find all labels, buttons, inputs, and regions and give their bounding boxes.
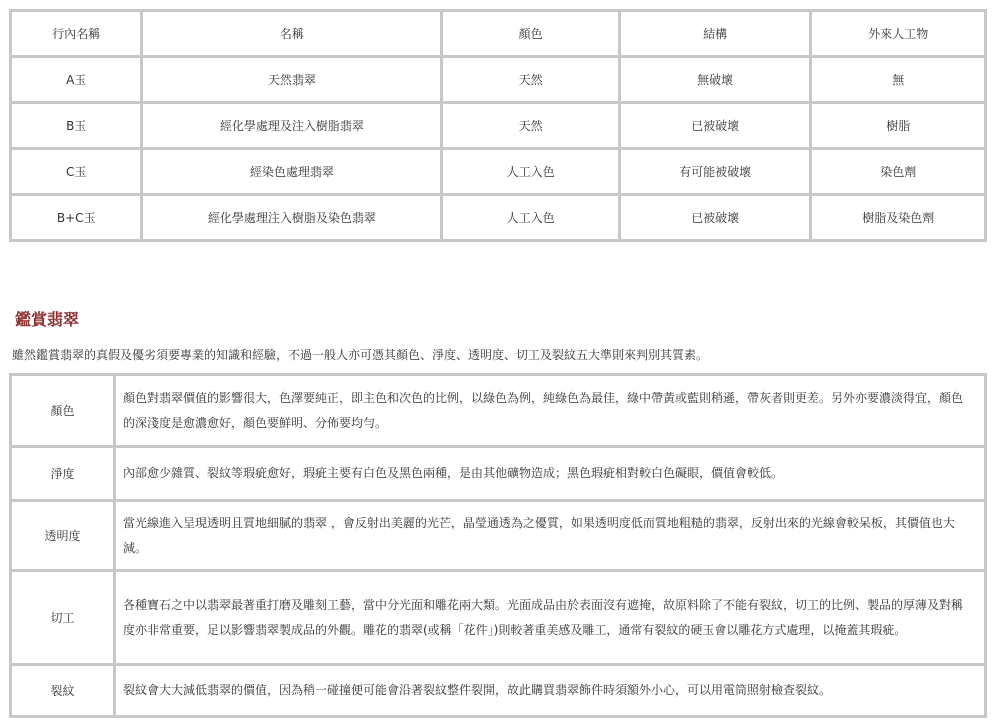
criteria-name: 切工 — [11, 571, 115, 665]
cell-name: 經化學處理及注入樹脂翡翠 — [142, 103, 442, 149]
cell-color: 天然 — [442, 57, 620, 103]
header-cell-color: 顏色 — [442, 11, 620, 57]
criteria-name: 透明度 — [11, 501, 115, 571]
cell-structure: 無破壞 — [619, 57, 811, 103]
criteria-name: 裂紋 — [11, 665, 115, 717]
cell-color: 人工入色 — [442, 195, 620, 241]
cell-structure: 有可能被破壞 — [619, 149, 811, 195]
header-cell-trade-name: 行內名稱 — [11, 11, 142, 57]
criteria-row-transparency — [11, 501, 986, 571]
criteria-row-clarity — [11, 447, 986, 501]
cell-name: 經化學處理注入樹脂及染色翡翠 — [142, 195, 442, 241]
intro-paragraph: 雖然鑑賞翡翠的真假及優劣須要專業的知識和經驗，不過一般人亦可憑其顏色、淨度、透明度、切工及裂紋五大準則來判別其質素。 — [12, 348, 709, 362]
cell-trade-name: C玉 — [11, 149, 142, 195]
table-row — [11, 149, 986, 195]
cell-foreign-substance: 樹脂及染色劑 — [811, 195, 986, 241]
cell-foreign-substance: 無 — [811, 57, 986, 103]
cell-trade-name: B+C玉 — [11, 195, 142, 241]
criteria-description: 內部愈少雜質、裂紋等瑕疵愈好，瑕疵主要有白色及黑色兩種，是由其他礦物造成；黑色瑕疵相對較白色礙眼，價值會較低。 — [115, 447, 986, 501]
section-title: 鑑賞翡翠 — [15, 310, 80, 329]
table-row — [11, 57, 986, 103]
appreciation-criteria-table — [9, 373, 987, 718]
cell-name: 天然翡翠 — [142, 57, 442, 103]
criteria-description: 裂紋會大大減低翡翠的價值，因為稍一碰撞便可能會沿著裂紋整件裂開，故此購買翡翠飾件時須額外小心，可以用電筒照射檢查裂紋。 — [115, 665, 986, 717]
jade-grade-table — [9, 9, 987, 242]
cell-trade-name: B玉 — [11, 103, 142, 149]
table-row — [11, 103, 986, 149]
header-cell-name: 名稱 — [142, 11, 442, 57]
cell-trade-name: A玉 — [11, 57, 142, 103]
cell-color: 人工入色 — [442, 149, 620, 195]
table-row — [11, 195, 986, 241]
criteria-description: 各種寶石之中以翡翠最著重打磨及雕刻工藝，當中分光面和雕花兩大類。光面成品由於表面沒有遮掩，故原料除了不能有裂紋，切工的比例、製品的厚薄及對稱度亦非常重要，足以影響翡翠製成品的外觀。雕花的翡翠(或稱「花件」)則較著重美感及雕工，通常有裂紋的硬玉會以雕花方式處理，以掩蓋其瑕疵。 — [115, 571, 986, 665]
criteria-row-cut — [11, 571, 986, 665]
header-cell-foreign-substance: 外來人工物 — [811, 11, 986, 57]
cell-foreign-substance: 染色劑 — [811, 149, 986, 195]
criteria-description: 當光線進入呈現透明且質地細膩的翡翠 ，會反射出美麗的光芒，晶瑩通透為之優質，如果透明度低而質地粗糙的翡翠，反射出來的光線會較呆板，其價值也大減。 — [115, 501, 986, 571]
cell-structure: 已被破壞 — [619, 103, 811, 149]
cell-structure: 已被破壞 — [619, 195, 811, 241]
cell-name: 經染色處理翡翠 — [142, 149, 442, 195]
cell-foreign-substance: 樹脂 — [811, 103, 986, 149]
criteria-description: 顏色對翡翠價值的影響很大，色澤要純正，即主色和次色的比例，以綠色為例，純綠色為最佳，綠中帶黃或藍則稍遜，帶灰者則更差。另外亦要濃淡得宜，顏色的深淺度是愈濃愈好，顏色要鮮明、分佈要均勻。 — [115, 375, 986, 447]
header-cell-structure: 結構 — [619, 11, 811, 57]
criteria-row-color — [11, 375, 986, 447]
cell-color: 天然 — [442, 103, 620, 149]
criteria-row-cracks — [11, 665, 986, 717]
criteria-name: 顏色 — [11, 375, 115, 447]
criteria-name: 淨度 — [11, 447, 115, 501]
table-header-row — [11, 11, 986, 57]
